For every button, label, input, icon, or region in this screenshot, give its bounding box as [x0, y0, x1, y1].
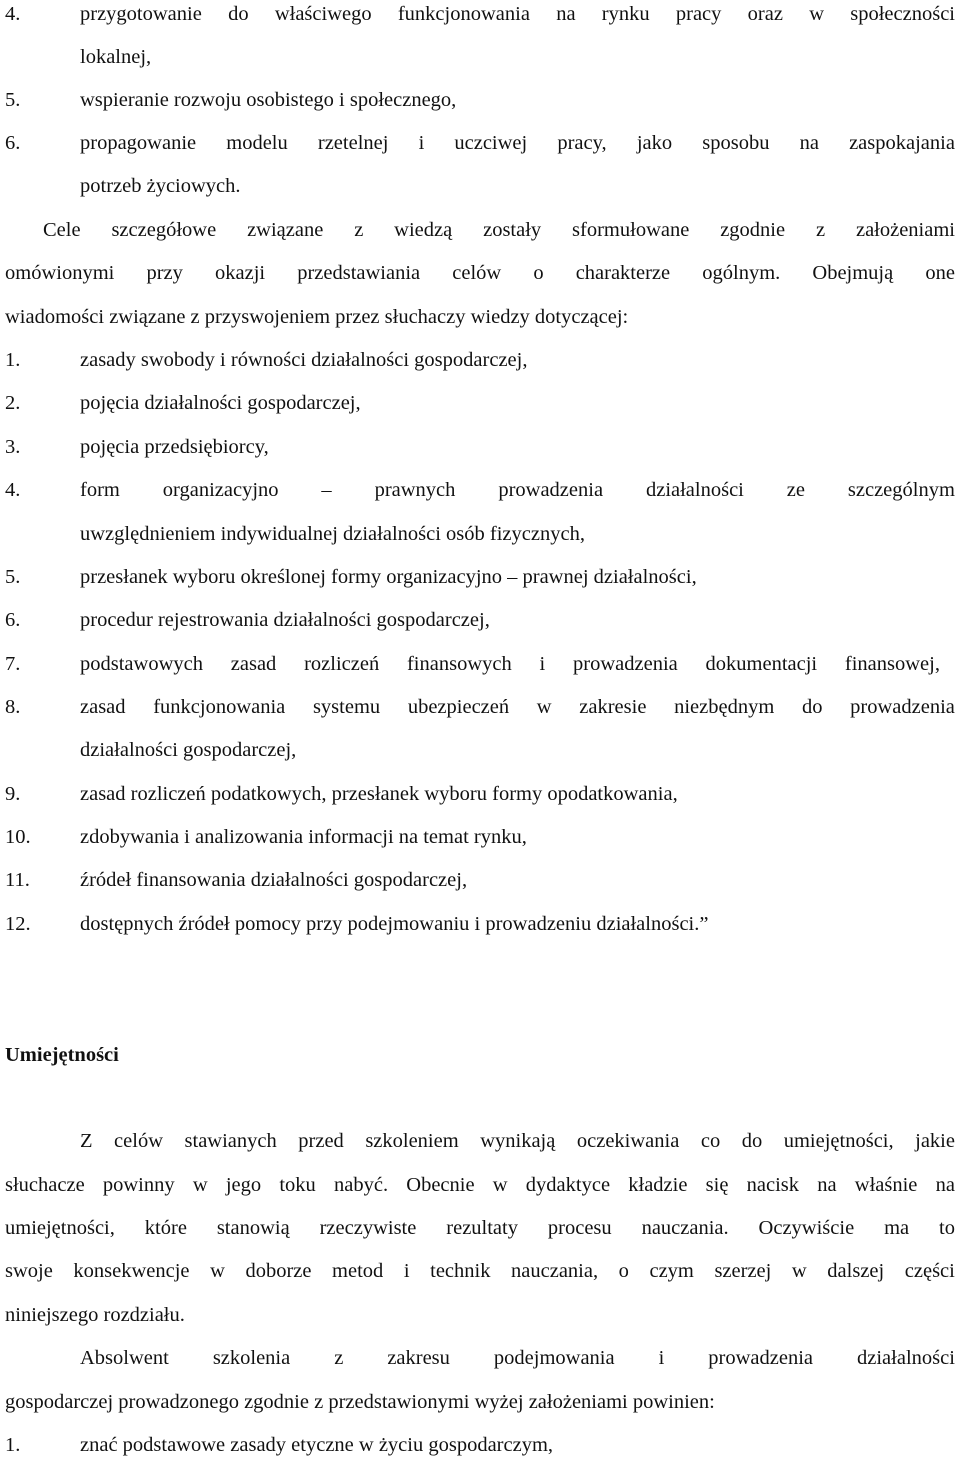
word: zaspokajania [849, 132, 955, 154]
list-number: 11. [5, 869, 30, 891]
word: społeczności [850, 3, 955, 25]
word: podejmowania [493, 1347, 615, 1369]
word: przygotowanie [80, 3, 202, 25]
word: prowadzenia [498, 479, 604, 501]
word: rzetelnej [317, 132, 389, 154]
list-number: 8. [5, 696, 21, 718]
word: niezbędnym [674, 696, 775, 718]
list-number: 4. [5, 479, 21, 501]
word: pracy [675, 3, 722, 25]
word: w [210, 1260, 225, 1282]
word: zgodnie [720, 219, 786, 241]
word: o [618, 1260, 629, 1282]
word: zostały [483, 219, 542, 241]
word: ogólnym. [702, 262, 781, 284]
paragraph-line [43, 218, 955, 242]
word: zasad [230, 653, 277, 675]
word: nauczania. [641, 1217, 729, 1239]
word: okazji [215, 262, 266, 284]
word: prowadzenia [850, 696, 955, 718]
word: szczegółowe [111, 219, 217, 241]
list-item-continuation: działalności gospodarczej, [80, 739, 297, 761]
word: nauczania, [511, 1260, 599, 1282]
word: jego [225, 1174, 262, 1196]
list-item-text: wspieranie rozwoju osobistego i społecznego, [80, 89, 457, 111]
word: działalności [857, 1347, 955, 1369]
word: Cele [43, 219, 81, 241]
word: Absolwent [80, 1347, 169, 1369]
word: rozliczeń [304, 653, 380, 675]
word: na [556, 3, 576, 25]
list-item-text: pojęcia działalności gospodarczej, [80, 392, 361, 414]
paragraph-line [5, 1259, 955, 1283]
word: właściwego [274, 3, 372, 25]
paragraph-line [80, 1129, 955, 1153]
word: swoje [5, 1260, 53, 1282]
list-number: 9. [5, 783, 21, 805]
paragraph-line: gospodarczej prowadzonego zgodnie z przedstawionymi wyżej założeniami powinien: [5, 1391, 715, 1413]
word: ze [786, 479, 805, 501]
word: oczekiwania [576, 1130, 680, 1152]
word: organizacyjno [162, 479, 279, 501]
word: przedstawiania [297, 262, 421, 284]
word: Obejmują [812, 262, 894, 284]
word: właśnie [854, 1174, 918, 1196]
word: w [492, 1174, 508, 1196]
word: Obecnie [406, 1174, 475, 1196]
word: finansowej, [844, 653, 940, 675]
word: propagowanie [80, 132, 197, 154]
list-number: 2. [5, 392, 21, 414]
word: z [334, 1347, 344, 1369]
list-item-text: dostępnych źródeł pomocy przy podejmowaniu i prowadzeniu działalności.” [80, 913, 709, 935]
word: do [741, 1130, 763, 1152]
word: ma [884, 1217, 910, 1239]
word: podstawowych [80, 653, 203, 675]
word: co [700, 1130, 721, 1152]
word: charakterze [575, 262, 671, 284]
word: Z [80, 1130, 93, 1152]
word: modelu [226, 132, 288, 154]
word: one [925, 262, 955, 284]
list-item-text: pojęcia przedsiębiorcy, [80, 436, 269, 458]
word: funkcjonowania [397, 3, 530, 25]
list-item-continuation: lokalnej, [80, 46, 152, 68]
list-item-text [80, 695, 955, 719]
word: prowadzenia [573, 653, 678, 675]
list-number: 5. [5, 89, 21, 111]
list-item-text [80, 2, 955, 26]
word: na [817, 1174, 837, 1196]
word: zasad [80, 696, 126, 718]
word: części [904, 1260, 955, 1282]
word: dydaktyce [525, 1174, 611, 1196]
list-item-text [80, 478, 955, 502]
word: dokumentacji [705, 653, 818, 675]
section-heading: Umiejętności [5, 1044, 119, 1066]
word: wynikają [480, 1130, 556, 1152]
word: uczciwej [454, 132, 528, 154]
word: kładzie [628, 1174, 688, 1196]
list-item-text: przesłanek wyboru określonej formy organizacyjno – prawnej działalności, [80, 566, 697, 588]
list-item-text: zasady swobody i równości działalności gospodarczej, [80, 349, 528, 371]
word: nabyć. [334, 1174, 389, 1196]
word: umiejętności, [783, 1130, 894, 1152]
word: doborze [245, 1260, 312, 1282]
word: prawnych [374, 479, 456, 501]
word: w [809, 3, 824, 25]
word: pracy, [557, 132, 607, 154]
list-item-text [80, 131, 955, 155]
list-number: 10. [5, 826, 31, 848]
word: w [192, 1174, 208, 1196]
word: się [705, 1174, 729, 1196]
list-number: 1. [5, 349, 21, 371]
word: nacisk [746, 1174, 800, 1196]
word: sposobu [702, 132, 770, 154]
word: i [658, 1347, 665, 1369]
list-item-continuation: uwzględnieniem indywidualnej działalności osób fizycznych, [80, 523, 585, 545]
word: założeniami [855, 219, 955, 241]
word: i [418, 132, 425, 154]
word: toku [279, 1174, 316, 1196]
word: czym [649, 1260, 694, 1282]
list-item-text: znać podstawowe zasady etyczne w życiu gospodarczym, [80, 1434, 554, 1456]
word: technik [430, 1260, 491, 1282]
word: z [815, 219, 826, 241]
word: związane [247, 219, 324, 241]
word: z [354, 219, 364, 241]
list-item-text [80, 652, 940, 676]
word: zakresie [579, 696, 647, 718]
word: w [536, 696, 552, 718]
word: jako [636, 132, 673, 154]
paragraph-line [80, 1346, 955, 1370]
word: zakresu [387, 1347, 450, 1369]
word: procesu [547, 1217, 612, 1239]
word: szkolenia [212, 1347, 291, 1369]
word: funkcjonowania [153, 696, 286, 718]
list-number: 4. [5, 3, 21, 25]
word: w [791, 1260, 807, 1282]
word: to [939, 1217, 955, 1239]
list-item-text: zasad rozliczeń podatkowych, przesłanek wyboru formy opodatkowania, [80, 783, 678, 805]
list-number: 6. [5, 132, 21, 154]
word: finansowych [406, 653, 512, 675]
word: konsekwencje [73, 1260, 190, 1282]
list-number: 1. [5, 1434, 21, 1456]
list-item-text: zdobywania i analizowania informacji na temat rynku, [80, 826, 527, 848]
word: ubezpieczeń [407, 696, 510, 718]
word: umiejętności, [5, 1217, 115, 1239]
word: powinny [102, 1174, 175, 1196]
word: przed [298, 1130, 344, 1152]
word: o [533, 262, 544, 284]
paragraph-line [5, 261, 955, 285]
word: celów [114, 1130, 163, 1152]
word: szerzej [714, 1260, 772, 1282]
word: oraz [747, 3, 783, 25]
word: prowadzenia [708, 1347, 814, 1369]
word: do [801, 696, 823, 718]
list-item-continuation: potrzeb życiowych. [80, 175, 241, 197]
word: rzeczywiste [319, 1217, 417, 1239]
word: sformułowane [572, 219, 690, 241]
word: stanowią [216, 1217, 290, 1239]
word: stawianych [184, 1130, 277, 1152]
word: dalszej [827, 1260, 885, 1282]
word: omówionymi [5, 262, 115, 284]
word: wiedzą [394, 219, 453, 241]
paragraph-line [5, 1216, 955, 1240]
paragraph-line: niniejszego rozdziału. [5, 1304, 185, 1326]
word: i [539, 653, 546, 675]
word: i [403, 1260, 410, 1282]
word: działalności [645, 479, 744, 501]
word: rezultaty [446, 1217, 518, 1239]
word: systemu [312, 696, 381, 718]
word: przy [146, 262, 183, 284]
list-number: 3. [5, 436, 21, 458]
word: szczególnym [847, 479, 955, 501]
word: jakie [915, 1130, 955, 1152]
word: które [144, 1217, 187, 1239]
word: celów [452, 262, 502, 284]
word: rynku [601, 3, 650, 25]
word: do [228, 3, 249, 25]
list-number: 7. [5, 653, 21, 675]
word: szkoleniem [365, 1130, 459, 1152]
list-number: 6. [5, 609, 21, 631]
word: metod [332, 1260, 384, 1282]
list-item-text: źródeł finansowania działalności gospodarczej, [80, 869, 468, 891]
word: słuchacze [5, 1174, 85, 1196]
list-item-text: procedur rejestrowania działalności gospodarczej, [80, 609, 490, 631]
list-number: 12. [5, 913, 31, 935]
word: – [321, 479, 332, 501]
paragraph-line [5, 1173, 955, 1197]
paragraph-line: wiadomości związane z przyswojeniem przez słuchaczy wiedzy dotyczącej: [5, 306, 629, 328]
word: na [935, 1174, 955, 1196]
word: na [799, 132, 819, 154]
list-number: 5. [5, 566, 21, 588]
word: Oczywiście [758, 1217, 855, 1239]
word: form [80, 479, 120, 501]
